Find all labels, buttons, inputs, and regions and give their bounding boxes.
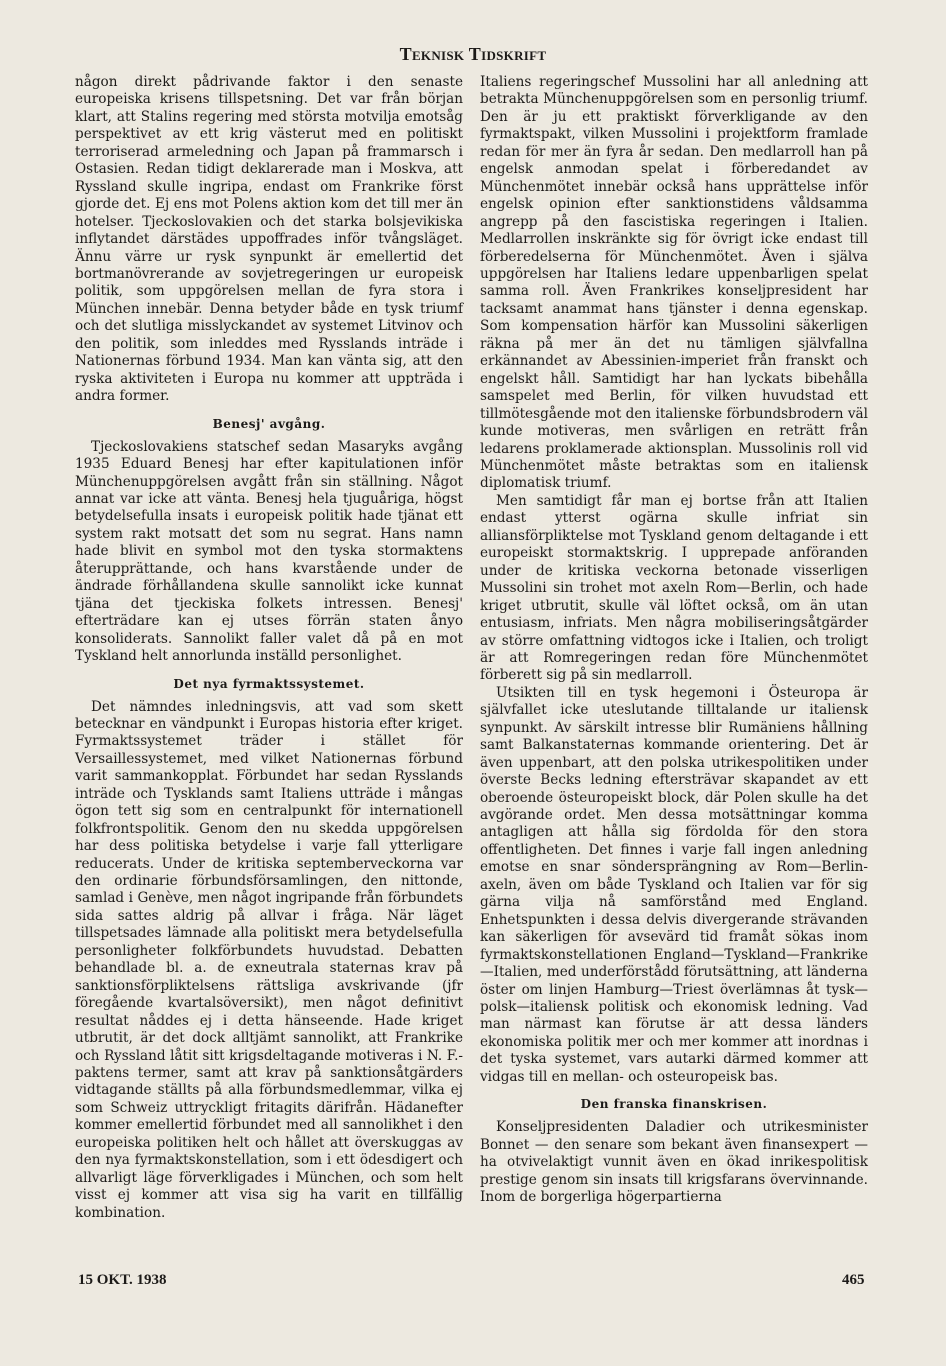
paragraph: Konseljpresidenten Daladier och utrikesminister Bonnet — den senare som bekant även finansexpert — ha otvivelaktigt vunnit även en ökad inrikespolitisk prestige genom sin insats till krigsfarans övervinnande. Inom de borgerliga högerpartierna [480, 1119, 868, 1206]
journal-header: Teknisk Tidskrift [399, 44, 547, 64]
paragraph: Utsikten till en tysk hegemoni i Östeuropa är självfallet icke uteslutande tilltalande ur italiensk synpunkt. Av särskilt intresse blir Rumäniens hållning samt Balkanstaternas kommande orientering. Det är även uppenbart, att den polska utrikespolitiken under överste Becks ledning eftersträvar skapandet av ett oberoende östeuropeiskt block, där Polen skulle ha det avgörande ordet. Men dessa motsättningar komma antagligen att hålla sig fördolda för den stora offentligheten. Det finnes i varje fall ingen anledning emotse en snar söndersprängning av Rom—Berlin-axeln, även om både Tyskland och Italien var för sig gärna vilja nå samförstånd med England. Enhetspunkten i dessa delvis divergerande strävanden kan säkerligen för avsevärd tid framåt sökas inom fyrmaktskonstellationen England—Tyskland—Frankrike—Italien, med underförstådd förutsättning, att länderna öster om linjen Hamburg—Triest överlämnas åt tysk—polsk—italiensk politisk och ekonomisk ledning. Vad man närmast kan förutse är att dessa länders ekonomiska politik mer och mer kommer att inordnas i det tyska systemet, vars autarki därmed kommer att vidgas till en mellan- och osteuropeisk bas. [480, 684, 868, 1085]
paragraph: Italiens regeringschef Mussolini har all anledning att betrakta Münchenuppgörelsen som en personlig triumf. Den är ju ett praktiskt förverkligande av den fyrmaktspakt, vilken Mussolini i projektform framlade redan för mer än fyra år sedan. Den medlarroll han på engelsk anmodan spelat i förberedandet av Münchenmötet innebär också hans upprättelse inför engelsk opinion efter sanktionstidens våldsamma angrepp på den fascistiska regeringen i Italien. Medlarrollen inskränkte sig för övrigt icke endast till förberedelserna för Münchenmötet. Även i själva uppgörelsen har Italiens ledare uppenbarligen spelat samma roll. Även Frankrikes konseljpresident har tacksamt anammat hans tjänster i denna egenskap. Som kompensation härför kan Mussolini säkerligen räkna på mer än det nu tämligen självfallna erkännandet av Abessinien-imperiet från franskt och engelskt håll. Samtidigt har han lyckats bibehålla samspelet med Berlin, för vilken huvudstad ett tillmötesgående mot den italienske förbundsbrodern väl kunde motiveras, men svårligen en reträtt från ledarens proklamerade aktionsplan. Mussolinis roll vid Münchenmötet måste betraktas som en italiensk diplomatisk triumf. [480, 74, 868, 492]
issue-date: 15 OKT. 1938 [78, 1272, 167, 1288]
page-number: 465 [842, 1272, 865, 1288]
paragraph: Det nämndes inledningsvis, att vad som skett betecknar en vändpunkt i Europas historia efter kriget. Fyrmaktssystemet träder i stället för Versaillessystemet, med vilket Nationernas förbund varit sammankopplat. Förbundet har sedan Rysslands inträde och Tysklands samt Italiens utträde i mångas ögon tett sig som en centralpunkt för internationell folkfrontspolitik. Genom den nu skedda uppgörelsen har dess politiska betydelse i varje fall ytterligare reducerats. Under de kritiska septemberveckorna var den ordinarie förbundsförsamlingen, den nittonde, samlad i Genève, men något ingripande från förbundets sida sattes aldrig på allvar i fråga. När läget tillspetsades lämnade alla politiskt mera betydelsefulla personligheter folkförbundets huvudstad. Debatten behandlade bl. a. de exneutrala staternas krav på sanktionsförpliktelsens rättsliga avskrivande (jfr föregående kvartalsöversikt), men något definitivt resultat nåddes ej i detta hänseende. Hade kriget utbrutit, är det dock alltjämt sannolikt, att Frankrike och Ryssland låtit sitt krigsdeltagande motiveras i N. F.-paktens termer, samt att krav på sanktionsåtgärders vidtagande ställts på alla förbundsmedlemmar, vilka ej som Schweiz uttryckligt fritagits därifrån. Hädanefter kommer emellertid förbundet med all sannolikhet i den europeiska politiken helt och hållet att överskuggas av den nya fyrmaktskonstellation, som i ett ödesdigert och allvarligt läge förverkligades i München, och som helt visst ej kommer att visa sig ha varit en tillfällig kombination. [75, 698, 463, 1221]
paragraph: någon direkt pådrivande faktor i den senaste europeiska krisens tillspetsning. Det var från början klart, att Stalins regering med största motvilja emotsåg perspektivet av ett krig västerut med en politiskt terroriserad armeledning och Japan på frammarsch i Ostasien. Redan tidigt deklarerade man i Moskva, att Ryssland skulle ingripa, endast om Frankrike först gjorde det. Ej ens mot Polens aktion kom det till mer än hotelser. Tjeckoslovakien och det starka bolsjevikiska inflytandet därstädes uppoffrades inför tvångsläget. Ännu värre ur rysk synpunkt är emellertid det bortmanövrerande av sovjetregeringen ur europeisk politik, som uppgörelsen mellan de fyra stora i München innebär. Denna betyder både en tysk triumf och det slutliga misslyckandet av systemet Litvinov och den politik, som inleddes med Rysslands inträde i Nationernas förbund 1934. Man kan vänta sig, att den ryska aktiviteten i Europa nu kommer att uppträda i andra former. [75, 74, 463, 405]
section-heading: Den franska finanskrisen. [580, 1097, 768, 1112]
section-heading: Det nya fyrmaktssystemet. [173, 676, 365, 691]
paragraph: Men samtidigt får man ej bortse från att Italien endast ytterst ogärna skulle infriat sin alliansförpliktelse mot Tyskland genom deltagande i ett europeiskt stormaktskrig. I upprepade anföranden under de kritiska veckorna betonade visserligen Mussolini sin trohet mot axeln Rom—Berlin, och hade kriget utbrutit, skulle väl löftet också, om än utan entusiasm, infriats. Men några mobiliseringsåtgärder av större omfattning vidtogos icke i Italien, och troligt är att Romregeringen redan före Münchenmötet förberett sig på sin medlarroll. [480, 492, 868, 684]
paragraph: Tjeckoslovakiens statschef sedan Masaryks avgång 1935 Eduard Benesj har efter kapitulationen inför Münchenuppgörelsen avgått från sin ställning. Något annat var icke att vänta. Benesj hela tjuguåriga, högst betydelsefulla insats i europeisk politik hade tjänat ett system rakt motsatt det som nu segrat. Hans namn hade blivit en symbol mot den tyska stormaktens återupprättande, och hans kvarstående under de ändrade förhållandena skulle sannolikt icke kunnat tjäna det tjeckiska folkets intressen. Benesj' efterträdare kan ej utses förrän staten ånyo konsoliderats. Sannolikt faller valet då på en mot Tyskland helt annorlunda inställd personlighet. [75, 438, 463, 665]
left-column [75, 74, 463, 1222]
right-column [480, 74, 868, 1207]
section-heading: Benesj' avgång. [212, 416, 326, 431]
